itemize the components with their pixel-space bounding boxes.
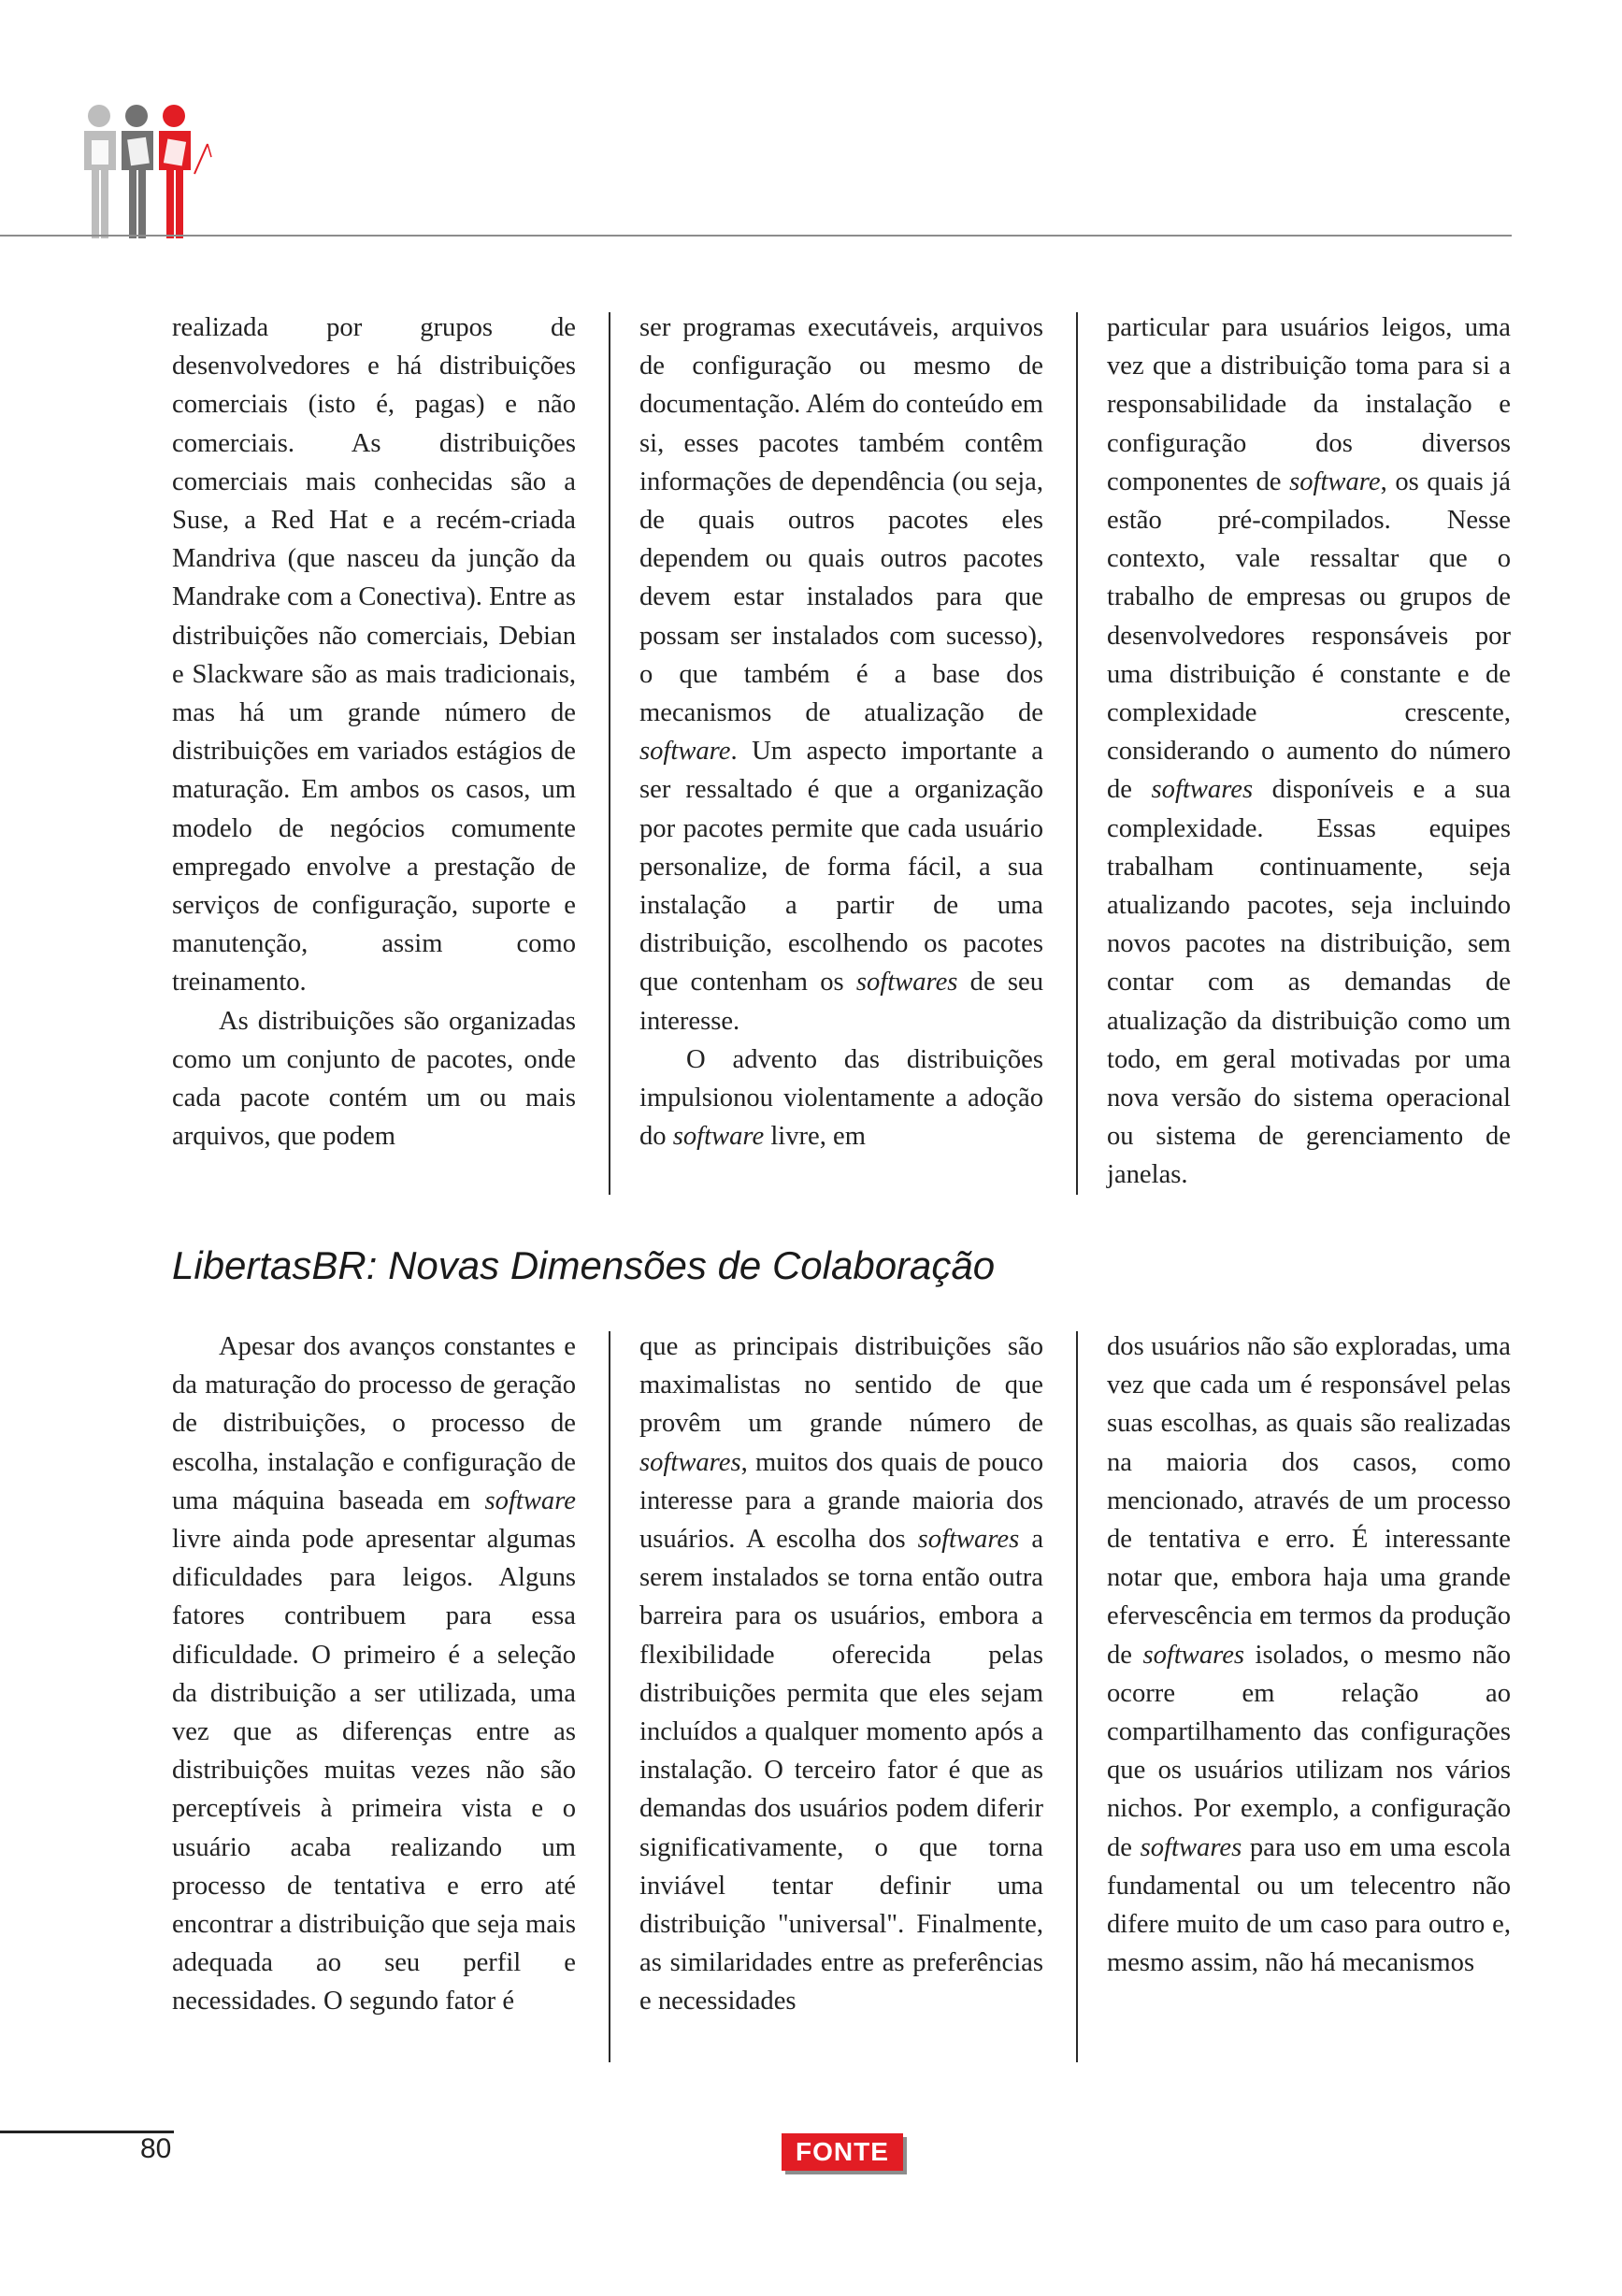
paragraph: particular para usuários leigos, uma vez que a distribuição toma para si a responsabilidade da instalação e configuração dos diversos componentes de software, os quais já estão pré-compilados. Nesse contexto, vale ressaltar que o trabalho de empresas ou grupos de desenvolvedores responsáveis por uma distribuição é constante e de complexidade crescente, considerando o aumento do número de softwares disponíveis e a sua complexidade. Essas equipes trabalham continuamente, seja atualizando pacotes, seja incluindo novos pacotes na distribuição, sem contar com as demandas de atualização da distribuição como um todo, em geral motivadas por uma nova versão do sistema operacional ou sistema de gerenciamento de janelas. bbox=[1107, 313, 1512, 1190]
section-2-column-2 bbox=[639, 1327, 1043, 2021]
section-2-column-1 bbox=[172, 1327, 576, 2021]
paragraph: O advento das distribuições impulsionou violentamente a adoção do software livre, em bbox=[639, 1044, 1043, 1152]
column-divider bbox=[1076, 312, 1078, 1195]
paragraph: Apesar dos avanços constantes e da maturação do processo de geração de distribuições, o processo de escolha, instalação e configuração de uma máquina baseada em software livre ainda pode apresentar algumas dificuldades para leigos. Alguns fatores contribuem para essa dificuldade. O primeiro é a seleção da distribuição a ser utilizada, uma vez que as diferenças entre as distribuições muitas vezes não são perceptíveis à primeira vista e o usuário acaba realizando um processo de tentativa e erro até encontrar a distribuição que seja mais adequada ao seu perfil e necessidades. O segundo fator é bbox=[172, 1332, 576, 2016]
paragraph: realizada por grupos de desenvolvedores e há distribuições comerciais (isto é, pagas) e não comerciais. As distribuições comerciais mais conhecidas são a Suse, a Red Hat e a recém-criada Mandriva (que nasceu da junção da Mandrake com a Conectiva). Entre as distribuições não comerciais, Debian e Slackware são as mais tradicionais, mas há um grande número de distribuições em variados estágios de maturação. Em ambos os casos, um modelo de negócios comumente empregado envolve a prestação de serviços de configuração, suporte e manutenção, assim como treinamento. bbox=[172, 313, 576, 997]
paragraph: ser programas executáveis, arquivos de configuração ou mesmo de documentação. Além do conteúdo em si, esses pacotes também contêm informações de dependência (ou seja, de quais outros pacotes eles dependem ou quais outros pacotes devem estar instalados para que possam ser instalados com sucesso), o que também é a base dos mecanismos de atualização de software. Um aspecto importante a ser ressaltado é que a organização por pacotes permite que cada usuário personalize, de forma fácil, a sua instalação a partir de uma distribuição, escolhendo os pacotes que contenham os softwares de seu interesse. bbox=[639, 313, 1044, 1036]
column-divider bbox=[609, 312, 610, 1195]
paragraph: que as principais distribuições são maximalistas no sentido de que provêm um grande número de softwares, muitos dos quais de pouco interesse para a grande maioria dos usuários. A escolha dos softwares a serem instalados se torna então outra barreira para os usuários, embora a flexibilidade oferecida pelas distribuições permita que eles sejam incluídos a qualquer momento após a instalação. O terceiro fator é que as demandas dos usuários podem diferir significativamente, o que torna inviável tentar definir uma distribuição "universal". Finalmente, as similaridades entre as preferências e necessidades bbox=[639, 1332, 1044, 2016]
column-divider bbox=[609, 1331, 610, 2062]
section-1-column-3 bbox=[1107, 309, 1511, 1195]
column-divider bbox=[1076, 1331, 1078, 2062]
brand-logo: FONTE bbox=[782, 2133, 903, 2171]
page-number: 80 bbox=[140, 2133, 172, 2164]
section-1-column-2 bbox=[639, 309, 1043, 1155]
person-light-gray-figure bbox=[84, 105, 116, 238]
person-red-figure bbox=[159, 105, 191, 238]
section-1-column-1 bbox=[172, 309, 576, 1155]
person-dark-gray-figure bbox=[122, 105, 153, 238]
paragraph: As distribuições são organizadas como um conjunto de pacotes, onde cada pacote contém um ou mais arquivos, que podem bbox=[172, 1006, 576, 1152]
paragraph: dos usuários não são exploradas, uma vez que cada um é responsável pelas suas escolhas, as quais são realizadas na maioria dos casos, como mencionado, através de um processo de tentativa e erro. É interessante notar que, embora haja uma grande efervescência em termos da produção de softwares isolados, o mesmo não ocorre em relação ao compartilhamento das configurações que os usuários utilizam nos vários nichos. Por exemplo, a configuração de softwares para uso em uma escola fundamental ou um telecentro não difere muito de um caso para outro e, mesmo assim, não há mecanismos bbox=[1107, 1332, 1511, 1978]
people-logo-icon bbox=[79, 103, 219, 238]
section-heading: LibertasBR: Novas Dimensões de Colaboração bbox=[172, 1243, 996, 1287]
header-rule bbox=[0, 235, 1512, 237]
section-2-column-3 bbox=[1107, 1327, 1511, 1982]
